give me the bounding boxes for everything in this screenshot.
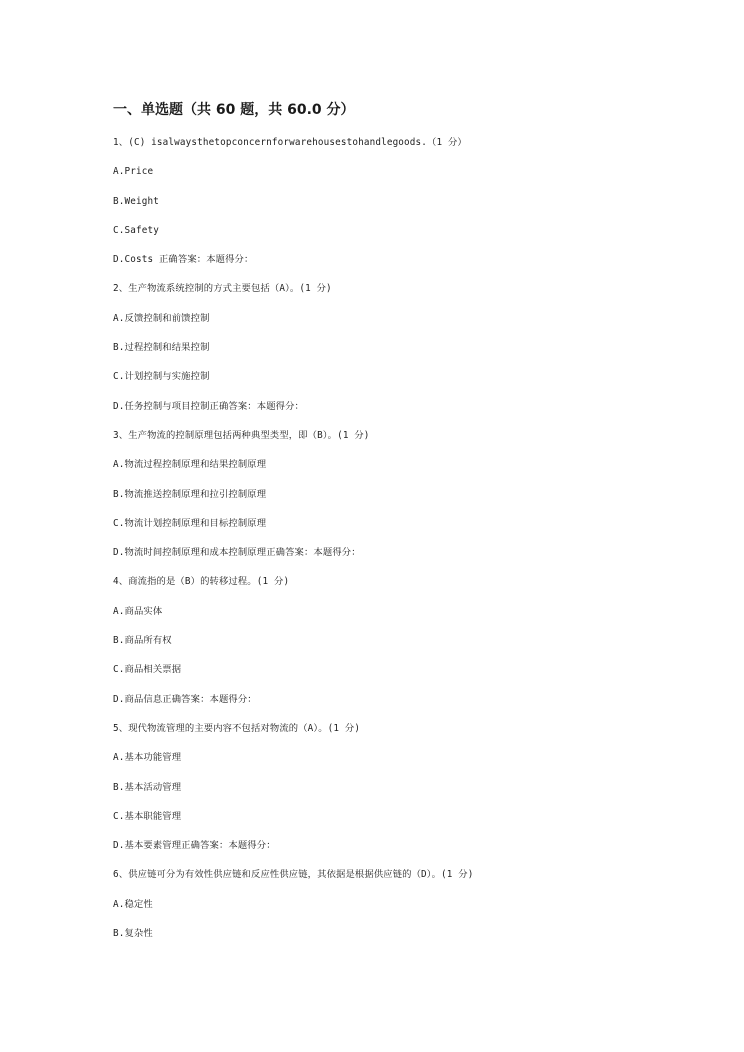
question-6-option-a: A.稳定性	[113, 898, 153, 910]
question-2-option-c: C.计划控制与实施控制	[113, 371, 210, 383]
question-3-option-d: D.物流时间控制原理和成本控制原理正确答案：本题得分：	[113, 547, 361, 559]
question-5-option-d: D.基本要素管理正确答案：本题得分：	[113, 840, 276, 852]
question-5-option-b: B.基本活动管理	[113, 781, 182, 793]
question-2-option-d: D.任务控制与项目控制正确答案：本题得分：	[113, 400, 304, 412]
question-6-option-b: B.复杂性	[113, 928, 153, 940]
question-5-option-a: A.基本功能管理	[113, 752, 182, 764]
question-4-option-b: B.商品所有权	[113, 635, 172, 647]
question-1-stem: 1、(C) isalwaysthetopconcernforwarehousestohandlegoods.（1 分）	[113, 137, 467, 148]
question-2-stem: 2、生产物流系统控制的方式主要包括（A）。(1 分)	[113, 283, 332, 295]
question-3-option-a: A.物流过程控制原理和结果控制原理	[113, 459, 267, 471]
question-4-stem: 4、商流指的是（B）的转移过程。(1 分)	[113, 576, 290, 588]
question-1-option-b: B.Weight	[113, 195, 159, 207]
question-4-option-c: C.商品相关票据	[113, 664, 182, 676]
question-2-option-b: B.过程控制和结果控制	[113, 342, 210, 354]
question-1-option-c: C.Safety	[113, 224, 159, 236]
question-5-option-c: C.基本职能管理	[113, 810, 182, 822]
question-list	[113, 135, 713, 955]
question-3-option-b: B.物流推送控制原理和拉引控制原理	[113, 488, 267, 500]
question-1-option-d: D.Costs 正确答案：本题得分：	[113, 254, 254, 266]
question-4-option-a: A.商品实体	[113, 605, 163, 617]
question-5-stem: 5、现代物流管理的主要内容不包括对物流的（A）。(1 分)	[113, 722, 361, 734]
question-3-option-c: C.物流计划控制原理和目标控制原理	[113, 517, 267, 529]
section-title: 一、单选题（共 60 题，共 60.0 分）	[113, 102, 355, 118]
question-6-stem: 6、供应链可分为有效性供应链和反应性供应链，其依据是根据供应链的（D）。(1 分)	[113, 869, 474, 881]
question-4-option-d: D.商品信息正确答案：本题得分：	[113, 693, 257, 705]
question-1-option-a: A.Price	[113, 166, 154, 178]
question-2-option-a: A.反馈控制和前馈控制	[113, 312, 210, 324]
question-3-stem: 3、生产物流的控制原理包括两种典型类型，即（B）。(1 分)	[113, 429, 370, 441]
